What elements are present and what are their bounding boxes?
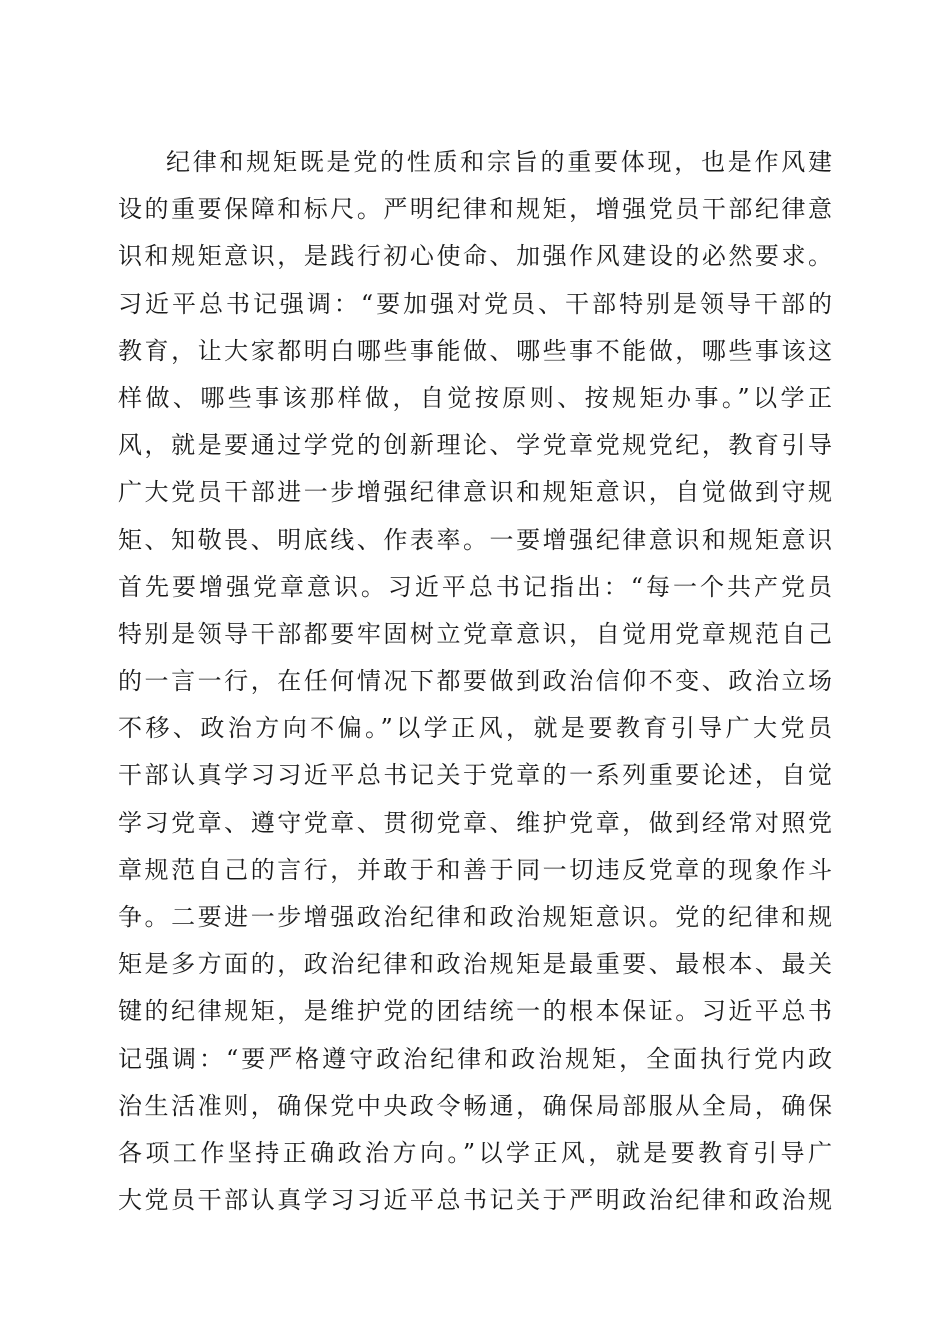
text-line-21: 治生活准则，确保党中央政令畅通，确保局部服从全局，确保 [118,1091,832,1120]
text-line-6: 样做、哪些事该那样做，自觉按原则、按规矩办事。”以学正 [118,383,832,412]
text-line-3: 识和规矩意识，是践行初心使命、加强作风建设的必然要求。 [118,242,832,271]
text-line-2: 设的重要保障和标尺。严明纪律和规矩，增强党员干部纪律意 [118,195,832,224]
text-line-7: 风，就是要通过学党的创新理论、学党章党规党纪，教育引导 [118,431,832,460]
text-line-18: 矩是多方面的，政治纪律和政治规矩是最重要、最根本、最关 [118,950,832,979]
text-line-1: 纪律和规矩既是党的性质和宗旨的重要体现，也是作风建 [166,148,832,176]
text-line-4: 习近平总书记强调：“要加强对党员、干部特别是领导干部的 [118,289,832,318]
text-line-19: 键的纪律规矩，是维护党的团结统一的根本保证。习近平总书 [118,997,832,1026]
text-line-17: 争。二要进一步增强政治纪律和政治规矩意识。党的纪律和规 [118,903,832,931]
text-line-9: 矩、知敬畏、明底线、作表率。一要增强纪律意识和规矩意识 [118,525,832,554]
text-line-11: 特别是领导干部都要牢固树立党章意识，自觉用党章规范自己 [118,619,832,648]
text-line-14: 干部认真学习习近平总书记关于党章的一系列重要论述，自觉 [118,761,832,790]
text-line-8: 广大党员干部进一步增强纪律意识和规矩意识，自觉做到守规 [118,478,832,507]
text-line-15: 学习党章、遵守党章、贯彻党章、维护党章，做到经常对照党 [118,808,832,837]
body-paragraph [118,139,832,1224]
text-line-22: 各项工作坚持正确政治方向。”以学正风，就是要教育引导广 [118,1138,832,1167]
text-line-12: 的一言一行，在任何情况下都要做到政治信仰不变、政治立场 [118,667,832,696]
text-line-13: 不移、政治方向不偏。”以学正风，就是要教育引导广大党员 [118,714,832,743]
text-line-16: 章规范自己的言行，并敢于和善于同一切违反党章的现象作斗 [118,855,832,884]
text-line-5: 教育，让大家都明白哪些事能做、哪些事不能做，哪些事该这 [118,336,832,365]
text-line-23: 大党员干部认真学习习近平总书记关于严明政治纪律和政治规 [118,1186,832,1215]
text-line-10: 首先要增强党章意识。习近平总书记指出：“每一个共产党员 [118,572,832,601]
text-line-20: 记强调：“要严格遵守政治纪律和政治规矩，全面执行党内政 [118,1044,832,1073]
